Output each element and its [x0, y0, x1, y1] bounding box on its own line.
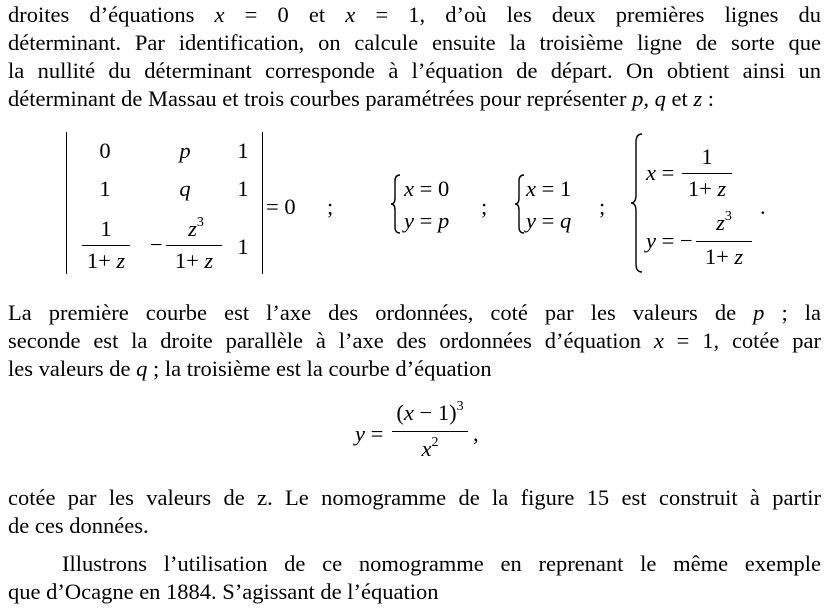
system3-x-numerator: 1 [701, 144, 713, 169]
det-r3c2-fraction-bar [166, 245, 222, 246]
paragraph2-line1: La première courbe est l’axe des ordonnées, coté par les valeurs de p ; la [8, 300, 821, 325]
system2-eq1: x = 1 [526, 176, 572, 201]
system3-x-fraction-bar [682, 173, 732, 174]
curve-equation-fraction-bar [392, 431, 468, 432]
det-r2c3: 1 [237, 176, 249, 201]
system3-y-numerator: $z^3$ [716, 208, 732, 235]
separator-3: ; [599, 194, 606, 219]
system3-brace [630, 132, 644, 274]
system2-brace [514, 173, 526, 235]
curve-equation-denominator: $x^2$ [421, 434, 439, 461]
det-r3c3: 1 [237, 234, 249, 259]
paragraph1-line1: droites d’équations x = 0 et x = 1, d’où les deux premières lignes du [8, 2, 821, 27]
det-r1c1: 0 [99, 138, 111, 163]
det-r3c2-sign: − [150, 232, 163, 257]
separator-2: ; [481, 194, 488, 219]
paragraph4-line1: Illustrons l’utilisation de ce nomogramme en reprenant le même exemple [62, 551, 821, 576]
system3-y-lhs: y = − [646, 228, 693, 253]
system1-brace [390, 173, 402, 235]
det-r1c3: 1 [237, 138, 249, 163]
det-r3c1-fraction-bar [82, 245, 130, 246]
separator-1: ; [327, 194, 334, 219]
determinant-equation-block [0, 128, 829, 278]
det-r1c2: p [179, 138, 191, 163]
system3-x-denominator: 1+ z [687, 176, 727, 201]
det-r3c2-numerator: $z^3$ [188, 214, 204, 241]
system3-period: . [760, 194, 766, 219]
paragraph1-line2: déterminant. Par identification, on calcule ensuite la troisième ligne de sorte que [8, 30, 821, 55]
system2-eq2: y = q [526, 208, 572, 233]
det-r3c1-numerator: 1 [100, 216, 112, 241]
determinant-right-bar [262, 132, 263, 274]
paragraph3-line1: cotée par les valeurs de z. Le nomogramme de la figure 15 est construit à partir [8, 485, 821, 510]
paragraph4-line2: que d’Ocagne en 1884. S’agissant de l’équation [8, 579, 439, 604]
curve-equation-comma: , [473, 421, 479, 446]
system3-x-lhs: x = [646, 160, 675, 185]
det-r3c1-denominator: 1+ z [86, 248, 126, 273]
system1-eq2: y = p [404, 208, 450, 233]
curve-equation-lhs: y = [355, 421, 384, 446]
det-r2c1: 1 [99, 176, 111, 201]
curve-equation-numerator: $(x - 1)^3$ [396, 398, 464, 425]
paragraph1-line3: la nullité du déterminant corresponde à l’équation de départ. On obtient ainsi un [8, 58, 821, 83]
paragraph1-line4: déterminant de Massau et trois courbes paramétrées pour représenter p, q et z : [8, 86, 715, 111]
det-r3c2-denominator: 1+ z [174, 248, 214, 273]
paragraph2-line3: les valeurs de q ; la troisième est la courbe d’équation [8, 356, 492, 381]
det-r2c2: q [179, 176, 191, 201]
system1-eq1: x = 0 [404, 176, 450, 201]
det-equals: = 0 [266, 194, 296, 219]
determinant-left-bar [66, 132, 67, 274]
system3-y-fraction-bar [696, 241, 752, 242]
paragraph3-line2: de ces données. [8, 513, 149, 538]
paragraph2-line2: seconde est la droite parallèle à l’axe des ordonnées d’équation x = 1, cotée par [8, 328, 821, 353]
system3-y-denominator: 1+ z [704, 244, 744, 269]
